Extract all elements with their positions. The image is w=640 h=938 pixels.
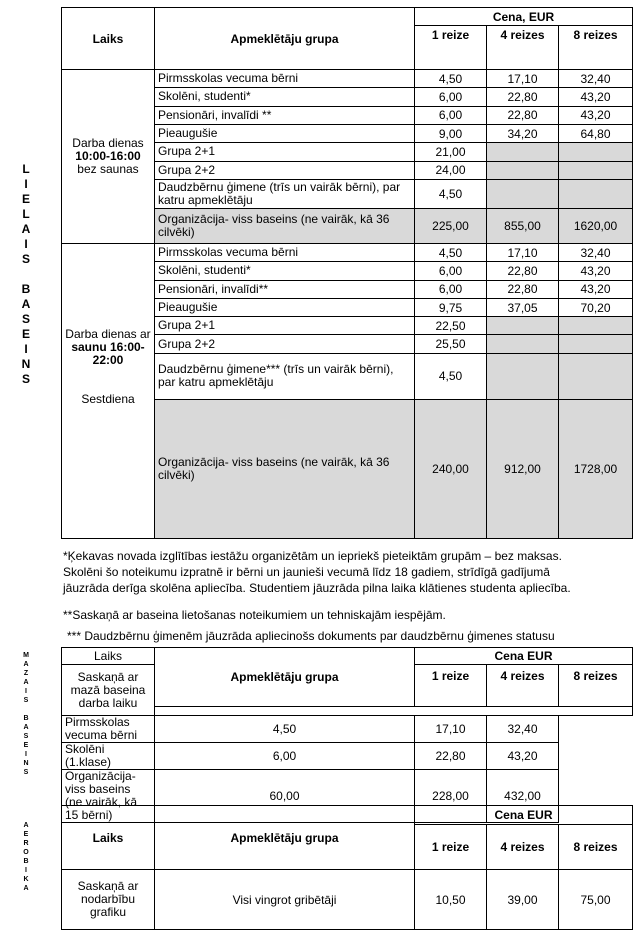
- aero-time-line-2: nodarbību: [80, 892, 136, 906]
- small-header-4-visits: 4 reizes: [487, 665, 559, 707]
- price-4-visits: 22,80: [487, 280, 559, 298]
- price-1-visit: 9,00: [415, 124, 487, 142]
- group-cell: Pensionāri, invalīdi **: [155, 106, 415, 124]
- evening-hours-1: saunu 16:00-: [71, 339, 145, 354]
- group-cell: Organizācija- viss baseins (ne vairāk, kā 36 cilvēki): [155, 399, 415, 538]
- side-label-letter: Z: [23, 670, 29, 677]
- small-price-1: 60,00: [155, 770, 415, 823]
- small-spacer: [155, 707, 633, 716]
- aerobics-side-label: [18, 822, 34, 894]
- price-4-visits-empty: [487, 161, 559, 179]
- small-header-1-visit: 1 reize: [415, 665, 487, 707]
- side-label-letter: S: [23, 769, 29, 776]
- large-pool-side-label: [18, 163, 34, 388]
- small-price-8: 32,40: [487, 716, 559, 743]
- price-1-visit: 25,50: [415, 335, 487, 353]
- group-cell: Pensionāri, invalīdi**: [155, 280, 415, 298]
- small-pool-price-table: [61, 647, 633, 823]
- side-label-letter: I: [25, 688, 27, 695]
- table-row: [62, 243, 633, 261]
- small-group-cell: Skolēni (1.klase): [62, 743, 155, 770]
- price-8-visits-empty: [559, 161, 633, 179]
- side-label-letter: B: [21, 282, 31, 296]
- footnote-3: *** Daudzbērnu ģimenēm jāuzrāda apliecinošs dokuments par daudzbērnu ģimenes statusu: [67, 629, 555, 643]
- price-4-visits-empty: [487, 353, 559, 399]
- header-group: Apmeklētāju grupa: [155, 8, 415, 70]
- aero-time-line-3: grafiku: [89, 905, 127, 919]
- group-cell: Skolēni, studenti*: [155, 88, 415, 106]
- side-label-letter: M: [23, 652, 29, 659]
- side-label-letter: S: [21, 252, 30, 266]
- evening-hours-2: 22:00: [92, 352, 124, 367]
- weekday-note: bez saunas: [77, 162, 139, 177]
- side-label-letter: A: [21, 222, 31, 236]
- price-8-visits: 32,40: [559, 70, 633, 88]
- group-cell: Skolēni, studenti*: [155, 262, 415, 280]
- price-1-visit: 6,00: [415, 88, 487, 106]
- header-price: Cena, EUR: [415, 8, 633, 26]
- group-cell: Grupa 2+2: [155, 161, 415, 179]
- small-time-line-3: darba laiku: [78, 695, 138, 710]
- header-time: Laiks: [62, 8, 155, 70]
- side-label-letter: A: [21, 297, 31, 311]
- evening-label: Darba dienas ar: [65, 326, 151, 341]
- side-label-letter: L: [22, 207, 30, 221]
- price-4-visits-empty: [487, 179, 559, 208]
- price-8-visits: 64,80: [559, 124, 633, 142]
- price-1-visit: 21,00: [415, 143, 487, 161]
- small-time-cell: [62, 665, 155, 716]
- side-label-letter: K: [23, 876, 29, 883]
- price-1-visit: 4,50: [415, 70, 487, 88]
- price-8-visits-empty: [559, 335, 633, 353]
- price-1-visit: 24,00: [415, 161, 487, 179]
- price-8-visits: 43,20: [559, 106, 633, 124]
- side-label-letter: E: [21, 192, 30, 206]
- price-4-visits: 34,20: [487, 124, 559, 142]
- side-label-letter: S: [23, 697, 29, 704]
- small-header-group: Apmeklētāju grupa: [155, 648, 415, 707]
- side-label-letter: I: [25, 867, 27, 874]
- footnote-1-line-1: *Ķekavas novada izglītības iestāžu organizētām un iepriekš pieteiktām grupām – bez maksas.: [63, 549, 562, 563]
- footnote-1-line-2: Skolēni šo noteikumu izpratnē ir bērni un jaunieši vecumā līdz 18 gadiem, strīdīgā gadījumā: [63, 565, 550, 579]
- small-price-4: 22,80: [415, 743, 487, 770]
- small-group-cell: Pirmsskolas vecuma bērni: [62, 716, 155, 743]
- side-label-letter: A: [23, 822, 29, 829]
- aero-header-1-visit: 1 reize: [415, 825, 487, 870]
- group-cell: Grupa 2+1: [155, 317, 415, 335]
- price-4-visits: 17,10: [487, 243, 559, 261]
- price-4-visits-empty: [487, 143, 559, 161]
- aero-header-time: Laiks: [62, 806, 155, 870]
- price-8-visits-empty: [559, 143, 633, 161]
- side-label-letter: I: [25, 751, 27, 758]
- saturday-label: Sestdiena: [81, 391, 135, 406]
- side-label-letter: S: [21, 312, 30, 326]
- group-cell: Pirmsskolas vecuma bērni: [155, 243, 415, 261]
- aero-header-price: Cena EUR: [415, 806, 633, 825]
- group-cell: Daudzbērnu ģimene*** (trīs un vairāk bērni), par katru apmeklētāju: [155, 353, 415, 399]
- table-row: [62, 716, 633, 743]
- aero-header-8-visits: 8 reizes: [559, 825, 633, 870]
- footnote-2: **Saskaņā ar baseina lietošanas noteikumiem un tehniskajām iespējām.: [63, 608, 446, 622]
- price-4-visits: 22,80: [487, 262, 559, 280]
- aero-price-4: 39,00: [487, 870, 559, 930]
- small-price-8: 43,20: [487, 743, 559, 770]
- price-4-visits: 855,00: [487, 209, 559, 244]
- header-8-visits: 8 reizes: [559, 26, 633, 70]
- price-4-visits: 912,00: [487, 399, 559, 538]
- side-label-letter: E: [23, 742, 29, 749]
- price-8-visits-empty: [559, 179, 633, 208]
- group-cell: Pirmsskolas vecuma bērni: [155, 70, 415, 88]
- price-1-visit: 22,50: [415, 317, 487, 335]
- price-1-visit: 6,00: [415, 262, 487, 280]
- price-1-visit: 225,00: [415, 209, 487, 244]
- price-8-visits: 1620,00: [559, 209, 633, 244]
- price-4-visits: 17,10: [487, 70, 559, 88]
- small-price-4: 17,10: [415, 716, 487, 743]
- group-cell: Organizācija- viss baseins (ne vairāk, kā 36 cilvēki): [155, 209, 415, 244]
- weekday-day-time-cell: [62, 70, 155, 244]
- small-price-1: 6,00: [155, 743, 415, 770]
- large-pool-price-table: [61, 7, 633, 539]
- price-4-visits-empty: [487, 335, 559, 353]
- aerobics-price-table: [61, 805, 633, 930]
- small-pool-side-label: [18, 652, 34, 778]
- side-label-letter: I: [24, 177, 28, 191]
- small-time-line-2: mazā baseina: [70, 682, 146, 697]
- table-row: [62, 70, 633, 88]
- aero-time-cell: [62, 870, 155, 930]
- aero-time-line-1: Saskaņā ar: [77, 879, 139, 893]
- small-time-line-1: Saskaņā ar: [77, 669, 139, 684]
- small-price-4: 228,00: [415, 770, 487, 823]
- aero-price-1: 10,50: [415, 870, 487, 930]
- small-header-time: Laiks: [62, 648, 155, 665]
- price-1-visit: 9,75: [415, 298, 487, 316]
- side-label-letter: S: [23, 733, 29, 740]
- footnote-1-line-3: jāuzrāda derīga skolēna apliecība. Studentiem jāuzrāda pilna laika klātienes studenta apliecība.: [63, 581, 571, 595]
- side-label-letter: A: [23, 724, 29, 731]
- aero-header-4-visits: 4 reizes: [487, 825, 559, 870]
- price-8-visits: 43,20: [559, 262, 633, 280]
- group-cell: Grupa 2+1: [155, 143, 415, 161]
- side-label-letter: O: [23, 849, 29, 856]
- weekday-label: Darba dienas: [72, 136, 144, 151]
- group-cell: Pieaugušie: [155, 124, 415, 142]
- side-label-letter: [18, 268, 34, 283]
- side-label-letter: B: [23, 715, 29, 722]
- side-label-letter: S: [21, 372, 30, 386]
- price-8-visits: 70,20: [559, 298, 633, 316]
- price-1-visit: 6,00: [415, 280, 487, 298]
- price-4-visits: 22,80: [487, 106, 559, 124]
- price-8-visits: 32,40: [559, 243, 633, 261]
- price-8-visits-empty: [559, 353, 633, 399]
- small-price-1: 4,50: [155, 716, 415, 743]
- small-header-8-visits: 8 reizes: [559, 665, 633, 707]
- price-4-visits: 37,05: [487, 298, 559, 316]
- table-row: [62, 743, 633, 770]
- price-4-visits-empty: [487, 317, 559, 335]
- price-1-visit: 240,00: [415, 399, 487, 538]
- aero-price-8: 75,00: [559, 870, 633, 930]
- side-label-letter: R: [23, 840, 29, 847]
- price-1-visit: 6,00: [415, 106, 487, 124]
- price-1-visit: 4,50: [415, 353, 487, 399]
- weekday-hours: 10:00-16:00: [75, 149, 141, 164]
- small-group-cell: Organizācija- viss baseins (ne vairāk, kā 15 bērni): [62, 770, 155, 823]
- side-label-letter: A: [23, 661, 29, 668]
- price-8-visits-empty: [559, 317, 633, 335]
- price-1-visit: 4,50: [415, 243, 487, 261]
- aero-header-group: Apmeklētāju grupa: [155, 806, 415, 870]
- aero-group-cell: Visi vingrot gribētāji: [155, 870, 415, 930]
- price-1-visit: 4,50: [415, 179, 487, 208]
- price-8-visits: 43,20: [559, 88, 633, 106]
- header-1-visit: 1 reize: [415, 26, 487, 70]
- side-label-letter: A: [23, 679, 29, 686]
- side-label-letter: E: [23, 831, 29, 838]
- side-label-letter: [18, 706, 34, 715]
- weekday-evening-time-cell: [62, 243, 155, 538]
- price-8-visits: 43,20: [559, 280, 633, 298]
- small-price-8: 432,00: [487, 770, 559, 823]
- header-4-visits: 4 reizes: [487, 26, 559, 70]
- side-label-letter: A: [23, 885, 29, 892]
- side-label-letter: B: [23, 858, 29, 865]
- side-label-letter: E: [21, 327, 30, 341]
- group-cell: Grupa 2+2: [155, 335, 415, 353]
- group-cell: Pieaugušie: [155, 298, 415, 316]
- small-header-price: Cena EUR: [415, 648, 633, 665]
- side-label-letter: N: [23, 760, 29, 767]
- price-8-visits: 1728,00: [559, 399, 633, 538]
- side-label-letter: I: [24, 237, 28, 251]
- price-4-visits: 22,80: [487, 88, 559, 106]
- side-label-letter: N: [21, 357, 31, 371]
- side-label-letter: I: [24, 342, 28, 356]
- group-cell: Daudzbērnu ģimene (trīs un vairāk bērni), par katru apmeklētāju: [155, 179, 415, 208]
- side-label-letter: L: [22, 162, 30, 176]
